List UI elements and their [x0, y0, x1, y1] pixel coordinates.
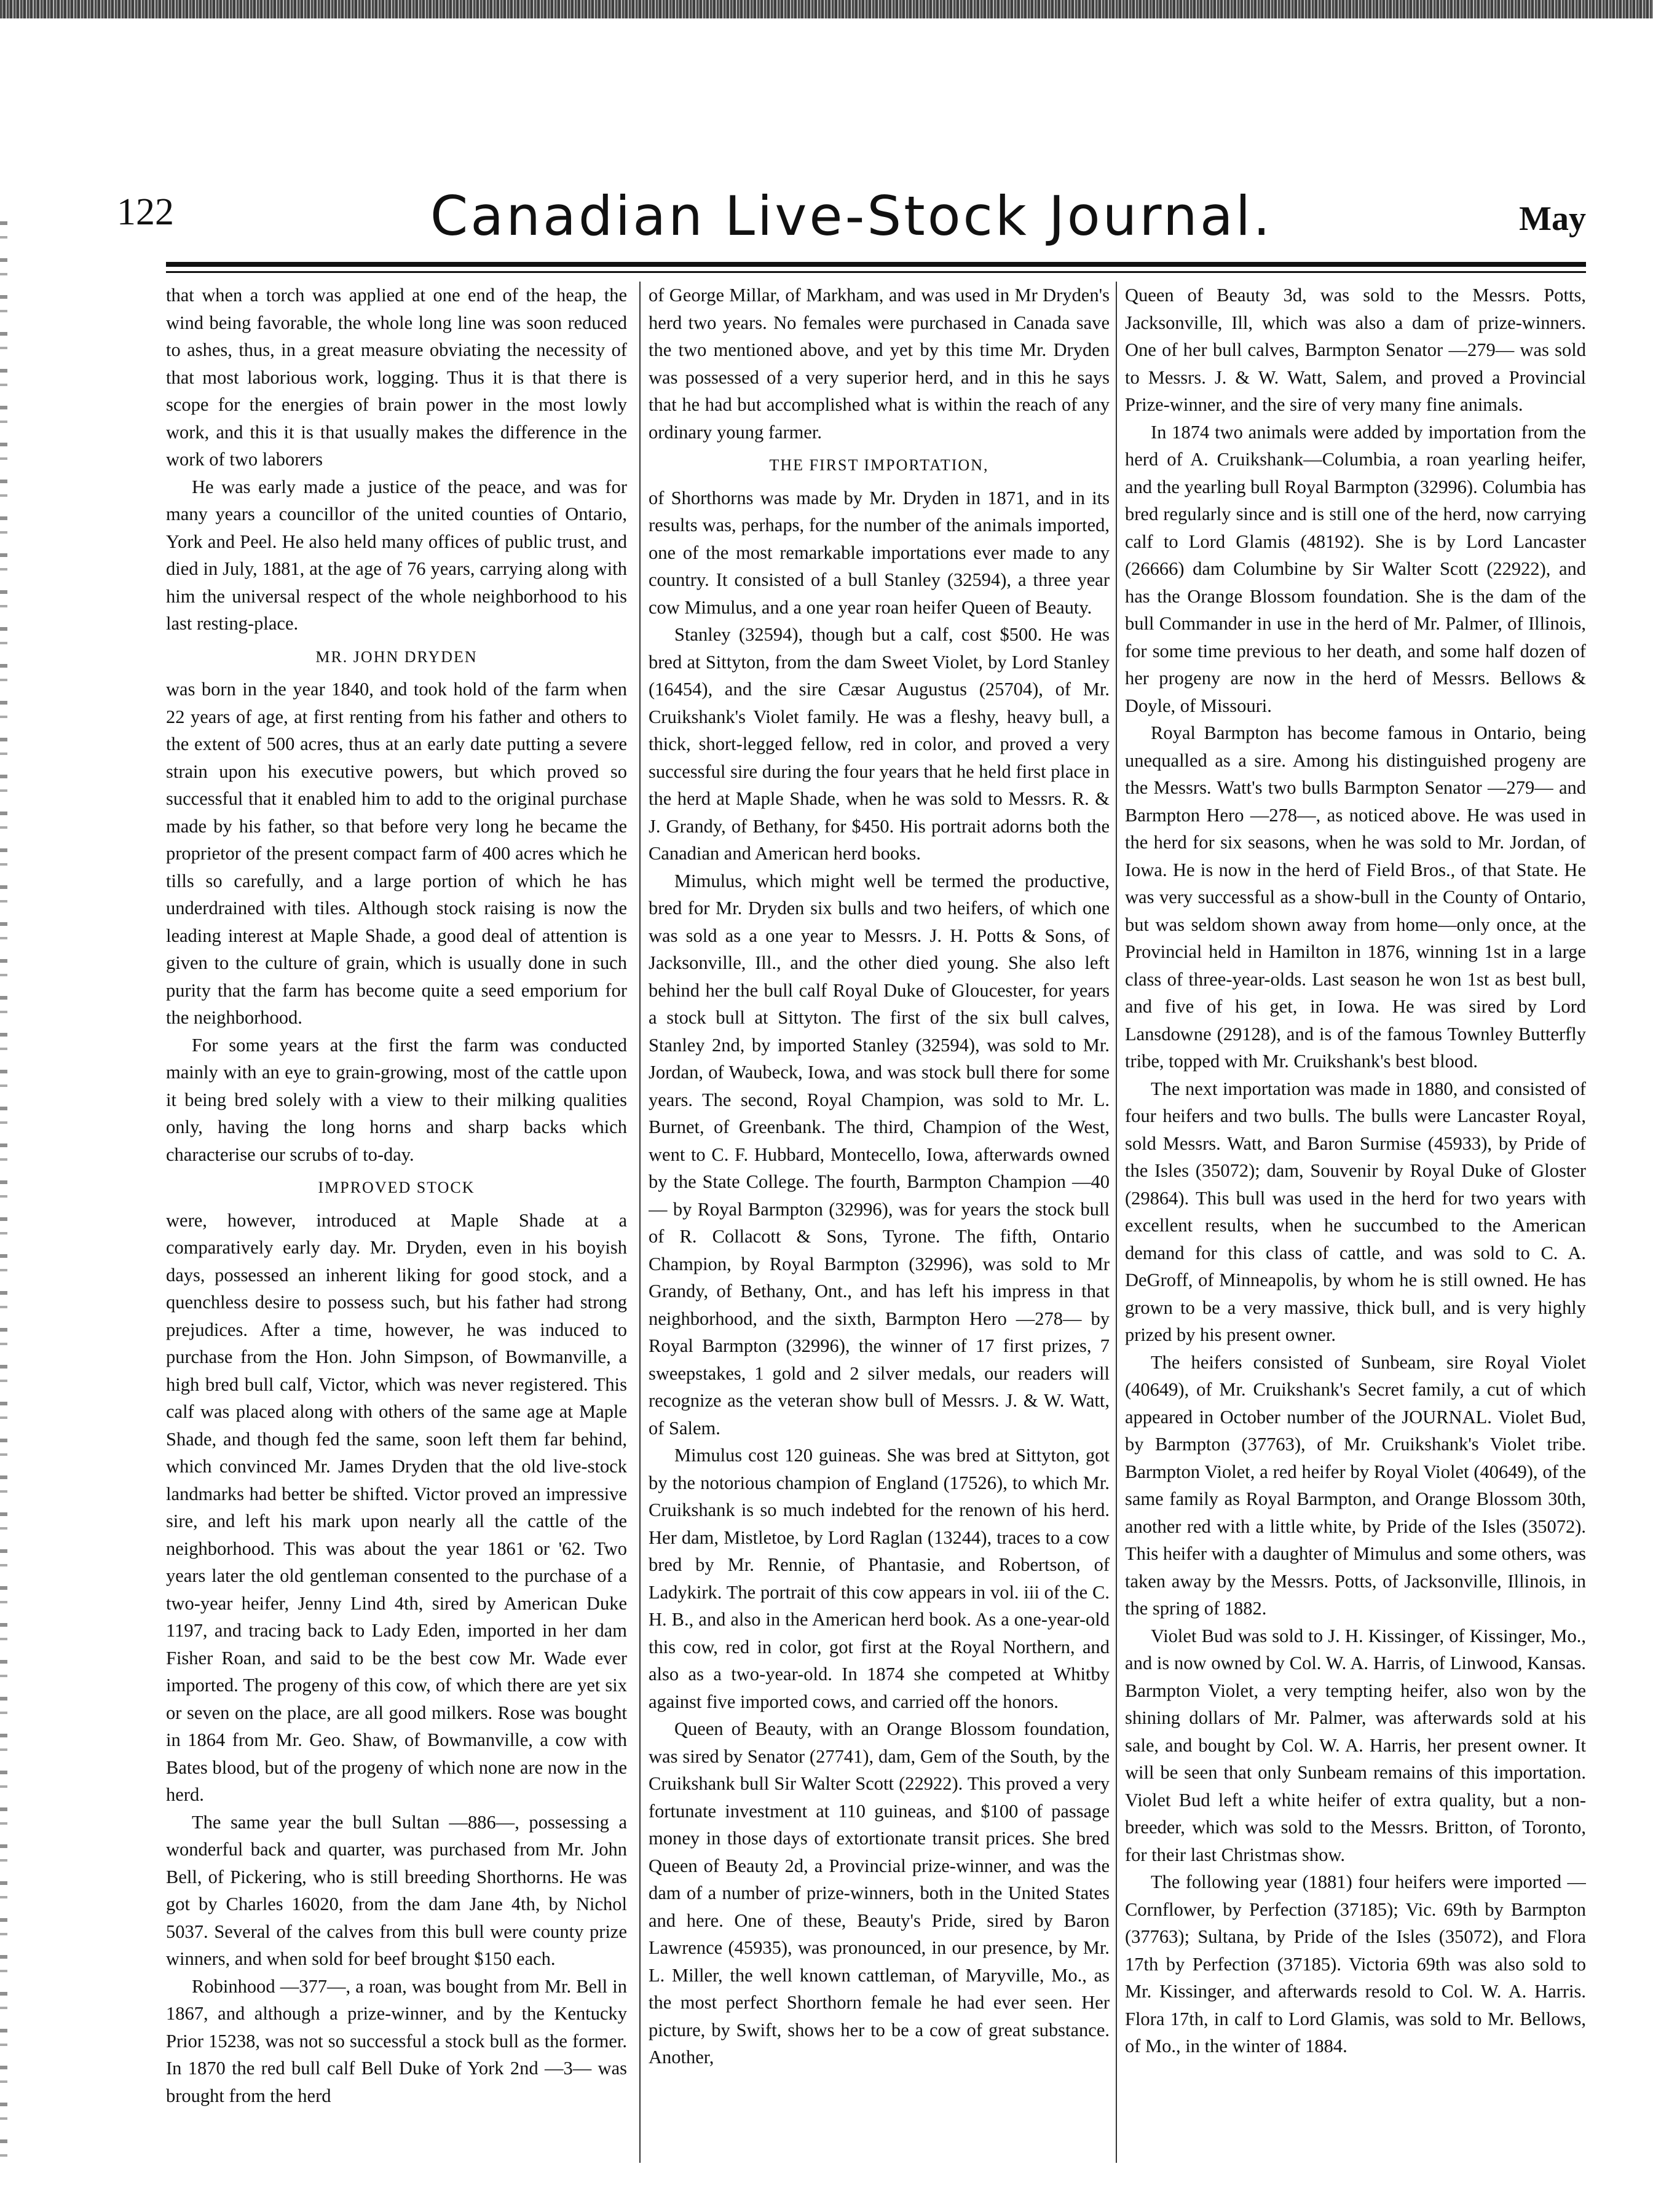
scan-edge-left — [0, 221, 7, 2176]
paragraph: Royal Barmpton has become famous in Ontario, being unequalled as a sire. Among his distinguished progeny are the Messrs. Watt's two bulls Barmpton Senator —279— and Barmpton Hero —278—, as noticed above. He was used in the herd for six seasons, when he was sold to Mr. Jordan, of Iowa. He is now in the herd of Field Bros., of that State. He was very successful as a show-bull in the County of Ontario, but was seldom shown away from home—only once, at the Provincial held in Hamilton in 1876, winning 1st in a large class of three-year-olds. Last season he won 1st as best bull, and five of his get, in Iowa. He was sired by Lord Lansdowne (29128), and is of the famous Townley Butterfly tribe, topped with Mr. Cruikshank's best blood. — [1125, 722, 1586, 1072]
scan-edge-top — [0, 0, 1653, 18]
paragraph: were, however, introduced at Maple Shade at a comparatively early day. Mr. Dryden, even in his boyish days, possessed an inherent liking for good stock, and a quenchless desire to possess such, but his father had strong prejudices. After a time, however, he was induced to purchase from the Hon. John Simpson, of Bowmanville, a high bred bull calf, Victor, which was never registered. This calf was placed along with others of the same age at Maple Shade, and though fed the same, soon left them far behind, which convinced Mr. James Dryden that the old live-stock landmarks had better be shifted. Victor proved an impressive sire, and left his mark upon nearly all the cattle of the neighborhood. This was about the year 1861 or '62. Two years later the old gentleman consented to the purchase of a two-year heifer, Jenny Lind 4th, sired by American Duke 1197, and tracing back to Lady Eden, imported in her dam Fisher Roan, and said to be the best cow Mr. Wade ever imported. The progeny of this cow, of which there are yet six or seven on the place, are all good milkers. Rose was bought in 1864 from Mr. Geo. Shaw, of Bowmanville, a cow with Bates blood, but of the progeny of which none are now in the herd. — [166, 1209, 627, 1805]
column-divider — [1116, 282, 1117, 2163]
paragraph: Queen of Beauty 3d, was sold to the Messrs. Potts, Jacksonville, Ill, which was also a dam of prize-winners. One of her bull calves, Barmpton Senator —279— was sold to Messrs. J. & W. Watt, Salem, and proved a Provincial Prize-winner, and the sire of very many fine animals. — [1125, 285, 1586, 415]
column-divider — [639, 282, 641, 2163]
paragraph: He was early made a justice of the peace, and was for many years a councillor of the united counties of Ontario, York and Peel. He also held many offices of public trust, and died in July, 1881, at the age of 76 years, carrying along with him the universal respect of the whole neighborhood to his last resting-place. — [166, 476, 627, 634]
paragraph: Queen of Beauty, with an Orange Blossom foundation, was sired by Senator (27741), dam, Gem of the South, by the Cruikshank bull Sir Walter Scott (22922). This proved a very fortunate investment at 110 guineas, and $100 of passage money in those days of extortionate transit prices. She bred Queen of Beauty 2d, a Provincial prize-winner, and was the dam of a number of prize-winners, both in the United States and here. One of these, Beauty's Pride, sired by Baron Lawrence (45935), was pronounced, in our presence, by Mr. L. Miller, the well known cattleman, of Maryville, Mo., as the most perfect Shorthorn female he had ever seen. Her picture, by Swift, shows her to be a cow of great substance. Another, — [649, 1718, 1110, 2068]
paragraph: was born in the year 1840, and took hold of the farm when 22 years of age, at first renting from his father and others to the extent of 500 acres, thus at an early date putting a severe strain upon his executive powers, but which proved so successful that it enabled him to add to the original purchase made by his father, so that before very long he became the proprietor of the present compact farm of 400 acres which he tills so carefully, and a large portion of which he has underdrained with tiles. Although stock raising is now the leading interest at Maple Shade, a good deal of attention is given to the culture of grain, which is usually done in such purity that the farm has become quite a seed emporium for the neighborhood. — [166, 679, 627, 1028]
paragraph: Robinhood —377—, a roan, was bought from Mr. Bell in 1867, and although a prize-winner, and by the Kentucky Prior 15238, was not so successful a stock bull as the former. In 1870 the red bull calf Bell Duke of York 2nd —3— was brought from the herd — [166, 1975, 627, 2106]
page-header — [117, 184, 1586, 264]
issue-month: May — [1519, 200, 1586, 238]
section-heading: THE FIRST IMPORTATION, — [769, 456, 989, 474]
paragraph: Violet Bud was sold to J. H. Kissinger, of Kissinger, Mo., and is now owned by Col. W. A. Harris, of Linwood, Kansas. Barmpton Violet, a very tempting heifer, also won by the shining dollars of Mr. Palmer, was afterwards sold at his sale, and bought by Col. W. A. Harris, her present owner. It will be seen that only Sunbeam remains of this importation. Violet Bud left a white heifer of extra quality, but a non-breeder, which was sold to the Messrs. Britton, of Toronto, for their last Christmas show. — [1125, 1625, 1586, 1865]
paragraph: of Shorthorns was made by Mr. Dryden in 1871, and in its results was, perhaps, for the number of the animals imported, one of the most remarkable importations ever made to any country. It consisted of a bull Stanley (32594), a three year cow Mimulus, and a one year roan heifer Queen of Beauty. — [649, 487, 1110, 618]
paragraph: Mimulus cost 120 guineas. She was bred at Sittyton, got by the notorious champion of England (17526), to which Mr. Cruikshank is so much indebted for the renown of his herd. Her dam, Mistletoe, by Lord Raglan (13244), traces to a cow bred by Mr. Rennie, of Phantasie, and Robertson, of Ladykirk. The portrait of this cow appears in vol. iii of the C. H. B., and also in the American herd book. As a one-year-old this cow, red in color, got first at the Royal Northern, and also as a two-year-old. In 1874 she competed at Whitby against five imported cows, and carried off the honors. — [649, 1445, 1110, 1712]
paragraph: The heifers consisted of Sunbeam, sire Royal Violet (40649), of Mr. Cruikshank's Secret family, a cut of which appeared in October number of the JOURNAL. Violet Bud, by Barmpton (37763), of Mr. Cruikshank's Violet tribe. Barmpton Violet, a red heifer by Royal Violet (40649), of the same family as Royal Barmpton, and Orange Blossom 30th, another red with a little white, by Pride of the Isles (35072). This heifer with a daughter of Mimulus and some others, was taken away by the Messrs. Potts, of Jacksonville, Illinois, in the spring of 1882. — [1125, 1351, 1586, 1619]
page-number: 122 — [117, 191, 174, 233]
article-column-2 — [649, 282, 1110, 2163]
paragraph: The next importation was made in 1880, and consisted of four heifers and two bulls. The bulls were Lancaster Royal, sold Messrs. Watt, and Baron Surmise (45933), by Pride of the Isles (35072); dam, Souvenir by Royal Duke of Gloster (29864). This bull was used in the herd for two years with excellent results, when he succumbed to the American demand for this class of cattle, and was sold to C. A. DeGroff, of Minneapolis, by whom he is still owned. He has grown to be a very massive, thick bull, and is very highly prized by his present owner. — [1125, 1078, 1586, 1345]
paragraph: of George Millar, of Markham, and was used in Mr Dryden's herd two years. No females were purchased in Canada save the two mentioned above, and yet by this time Mr. Dryden was possessed of a very superior herd, and in this he says that he had but accomplished what is within the reach of any ordinary young farmer. — [649, 285, 1110, 443]
paragraph: For some years at the first the farm was conducted mainly with an eye to grain-growing, most of the cattle upon it being bred solely with a view to their milking qualities only, having the long horns and sharp backs which characterise our scrubs of to-day. — [166, 1034, 627, 1165]
header-rule-thin — [166, 271, 1586, 273]
journal-title: Canadian Live-Stock Journal. — [430, 184, 1273, 248]
paragraph: The same year the bull Sultan —886—, possessing a wonderful back and quarter, was purchased from Mr. John Bell, of Pickering, who is still breeding Shorthorns. He was got by Charles 16020, from the dam Jane 4th, by Nichol 5037. Several of the calves from this bull were county prize winners, and when sold for beef brought $150 each. — [166, 1811, 627, 1969]
article-column-3 — [1125, 282, 1586, 2163]
paragraph: In 1874 two animals were added by importation from the herd of A. Cruikshank—Columbia, a roan yearling heifer, and the yearling bull Royal Barmpton (32996). Columbia has bred regularly since and is still one of the herd, now carrying calf to Lord Glamis (48192). She is by Lord Lancaster (26666) dam Columbine by Sir Walter Scott (22922), and has the Orange Blossom foundation. She is the dam of the bull Commander in use in the herd of Mr. Palmer, of Illinois, for some time previous to her death, and some half dozen of her progeny are now in the herd of Messrs. Bellows & Doyle, of Missouri. — [1125, 421, 1586, 716]
article-column-1 — [166, 282, 627, 2163]
section-heading: MR. JOHN DRYDEN — [315, 647, 478, 666]
header-rule — [166, 262, 1586, 267]
paragraph: Stanley (32594), though but a calf, cost $500. He was bred at Sittyton, from the dam Sweet Violet, by Lord Stanley (16454), and the sire Cæsar Augustus (25704), of Mr. Cruikshank's Violet family. He was a fleshy, heavy bull, a thick, short-legged fellow, red in color, and proved a very successful sire during the four years that he held first place in the herd at Maple Shade, when he was sold to Messrs. R. & J. Grandy, of Bethany, for $450. His portrait adorns both the Canadian and American herd books. — [649, 624, 1110, 864]
paragraph: The following year (1881) four heifers were imported —Cornflower, by Perfection (37185); Vic. 69th by Barmpton (37763); Sultana, by Pride of the Isles (35072), and Flora 17th by Perfection (37185). Victoria 69th was also sold to Mr. Kissinger, and afterwards resold to Col. W. A. Harris. Flora 17th, in calf to Lord Glamis, was sold to Mr. Bellows, of Mo., in the winter of 1884. — [1125, 1871, 1586, 2056]
paragraph: Mimulus, which might well be termed the productive, bred for Mr. Dryden six bulls and two heifers, of which one was sold as a one year to Messrs. J. H. Potts & Sons, of Jacksonville, Ill., and the other died young. She also left behind her the bull calf Royal Duke of Gloucester, for years a stock bull at Sittyton. The first of the six bull calves, Stanley 2nd, by imported Stanley (32594), was sold to Mr. Jordan, of Waubeck, Iowa, and was stock bull there for some years. The second, Royal Champion, was sold to Mr. L. Burnet, of Greenbank. The third, Champion of the West, went to C. F. Hubbard, Montecello, Iowa, afterwards owned by the State College. The fourth, Barmpton Champion —40— by Royal Barmpton (32996), was for years the stock bull of R. Collacott & Sons, Tyrone. The fifth, Ontario Champion, by Royal Barmpton (32996), was sold to Mr Grandy, of Bethany, Ont., and has left his impress in that neighborhood, and the sixth, Barmpton Hero —278— by Royal Barmpton (32996), the winner of 17 first prizes, 7 sweepstakes, 1 gold and 2 silver medals, our readers will recognize as the veteran show bull of Messrs. J. & W. Watt, of Salem. — [649, 870, 1110, 1439]
paragraph: that when a torch was applied at one end of the heap, the wind being favorable, the whole long line was soon reduced to ashes, thus, in a great measure obviating the necessity of that most laborious work, logging. Thus it is that there is scope for the energies of brain power in the most lowly work, and this it is that usually makes the difference in the work of two laborers — [166, 285, 627, 470]
section-heading: IMPROVED STOCK — [318, 1179, 475, 1196]
